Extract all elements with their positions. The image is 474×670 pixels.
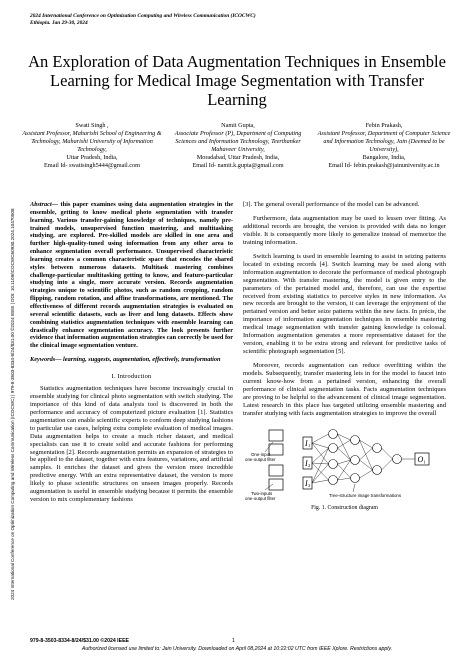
author-name: Swati Singh , bbox=[75, 122, 109, 129]
author-email: Email Id- febin.prakash@jainuniversity.ac.in bbox=[328, 162, 440, 169]
body-paragraph: Switch learning is used in ensemble learning to assist in seizing patterns located in existing records [4]. Switch learning may be used along with information augmentation to decorate the performance of medical photograph segmentation. With transfer mastering, the model is given entry to the parameters of the pertained model and, therefore, can use the expertise received from existing statistics to perceive styles in new information. As new records are brought to the version, it can leverage the enjoyment of the pertained version and better seize patterns within the new facts. In précis, the importance of information augmentation techniques in ensemble mastering medical image segmentation with transfer gaining knowledge is colossal. Information augmentation generates a more representative dataset for the version, enabling it to be extra strong and relevant for predictive tasks of scientific photograph segmentation [5]. bbox=[243, 252, 446, 356]
abstract-text: this paper examines using data augmentation strategies in the ensemble, getting to know medical photo segmentation with transfer learning. Various transfer-gaining knowledge of techniques, namely pre-trained models, unsupervised function mastering, and multitasking studying, are explored. Pre-skilled models are skilled in one area and further high-quality-tuned using information from any other area to enhance segmentation overall performance. Unsupervised characteristic learning creates a common characteristic space that encodes the shared styles between numerous datasets. Multitask mastering combines challenge-particular multitasking getting to know, and feature-particular studying into a single, more accurate version. Records augmentation strategies unique to scientific photos, such as random cropping, random flipping, random rotation, and affine transformations, are mentioned. The effectiveness of different records augmentation strategies is evaluated on several scientific datasets, such as liver and lung datasets. Effects show combining statistics augmentation techniques with ensemble learning can drastically enhance segmentation accuracy. The look presents further evidence that information augmentation strategies can correctly be used for the clinical image segmentation venture. bbox=[30, 201, 233, 350]
page-number: 1 bbox=[232, 638, 235, 644]
author-affiliation: Assistant Professor, Maharishi School of Engineering & Technology, Maharishi University of Information Technology, bbox=[22, 130, 162, 153]
author-name: Namit Gupta, bbox=[221, 122, 255, 129]
input-l2: I bbox=[305, 458, 308, 468]
input-l2-sub: 2 bbox=[308, 462, 311, 468]
label-two-inputs: Two-inputs bbox=[251, 490, 273, 496]
filter-box-4 bbox=[269, 479, 283, 490]
label-tree-structure: Tree-structure image transformations bbox=[329, 492, 402, 498]
label-one-input: One-input bbox=[251, 451, 271, 457]
author-3 bbox=[314, 122, 454, 170]
construction-diagram bbox=[243, 424, 446, 504]
figure-caption: Fig. 1. Construction diagram bbox=[311, 504, 378, 511]
author-email: Email Id- swatisingh5444@gmail.com bbox=[44, 162, 140, 169]
input-l1: I bbox=[305, 438, 308, 448]
conference-header bbox=[30, 13, 256, 27]
author-email: Email Id- namit.k.gupta@gmail.com bbox=[192, 162, 284, 169]
author-affiliation: Assistant Professor, Department of Computer Science and Information Technology, Jain (Deemed to be University), bbox=[317, 130, 451, 153]
right-column bbox=[243, 201, 446, 513]
author-location: Uttar Pradesh, India, bbox=[66, 154, 118, 161]
intro-paragraph: Statistics augmentation techniques have become increasingly crucial in ensemble studying for clinical photo segmentation with switch studying. The importance of this kind of data analysis tool is discovered in both the performance and accuracy of computerized picture evaluation [1]. Statistics augmentation can enable scientific experts to conform deep studying fashions to particular use cases, helping extra complete evaluation of medical images. Data augmentation helps to create a much richer dataset, and medical specialists can use it to create solid and accurate fashions for performing segmentation [2]. Records augmentation permits an expansion of strategies to be applied to the dataset, together with extra features, variations, and artificial samples. It enriches the dataset and gives the version more incredible predictive energy. With an extra representative dataset, the version is more likely to phase scientific structures on unseen images properly. Records augmentation is useful in ensemble studying because it permits the ensemble version to mix complementary fashions bbox=[30, 384, 233, 504]
body-paragraph: Furthermore, data augmentation may be used to lessen over fitting. As additional records are brought, the version is provided with data no longer visible. It is consequently more likely to generalize instead of memorize the training information. bbox=[243, 214, 446, 246]
paper-title: An Exploration of Data Augmentation Techniques in Ensemble Learning for Medical Image Segmentation with Transfer Learning bbox=[28, 52, 446, 109]
doi-side-strip bbox=[3, 110, 15, 610]
diagram-svg bbox=[243, 424, 446, 504]
output-o1: O bbox=[417, 454, 424, 464]
doi-text: 2024 International Conference on Optimization Computing and Wireless Communication (ICOCWC) | 979-8-3503-8334-8/24/$31.00 ©2024 IEEE | DOI: 10.1109/ICOCWC60930.2024.10470508 bbox=[10, 208, 15, 600]
section-heading: I. Introduction bbox=[111, 372, 152, 380]
network-edges bbox=[312, 434, 415, 483]
filter-box-2 bbox=[269, 444, 283, 455]
keywords: Keywords— learning, suggests, augmentation, effectively, transformation bbox=[30, 356, 221, 364]
license-notice: Authorized licensed use limited to: Jain University. Downloaded on April 08,2024 at 10:22:02 UTC from IEEE Xplore. Restrictions apply. bbox=[81, 646, 393, 652]
author-block bbox=[22, 122, 454, 170]
input-l1-sub: 1 bbox=[308, 442, 311, 448]
footer-isbn: 979-8-3503-8334-8/24/$31.00 ©2024 IEEE bbox=[30, 638, 130, 644]
author-location: Bangalore, India, bbox=[362, 154, 406, 161]
label-one-output-2: one-output filter bbox=[245, 495, 276, 501]
body-paragraph: Moreover, records augmentation can reduce overfitting within the models. Subsequently, transfer mastering lets in for the model to faucet into current know-how from a pertained version, enhancing the overall performance of clinical segmentation tasks. Facts augmentation techniques are proving to be helpful to the advancement of clinical image segmentation. Latest research in this place has targeted utilizing ensemble mastering and transfer studying with facts augmentation strategies to improve the overall bbox=[243, 362, 446, 417]
conference-location: Ethiopia. Jan 29-30, 2024 bbox=[30, 20, 88, 26]
label-one-output: one-output filter bbox=[245, 456, 276, 462]
abstract bbox=[30, 201, 233, 350]
conference-name: 2024 International Conference on Optimization Computing and Wireless Communication (ICOCWC) bbox=[30, 13, 256, 19]
abstract-label: Abstract— bbox=[30, 201, 58, 208]
input-l3: I bbox=[305, 478, 308, 488]
input-l3-sub: 3 bbox=[308, 482, 311, 488]
filter-box-3 bbox=[269, 465, 283, 476]
left-column bbox=[30, 201, 233, 504]
author-location: Moradabad, Uttar Pradesh, India, bbox=[196, 154, 280, 161]
author-name: Febin Prakash, bbox=[365, 122, 403, 129]
author-2 bbox=[168, 122, 308, 170]
author-affiliation: Associate Professor (P), Department of Computing Sciences and Information Technology, Teerthanker Mahaveer University, bbox=[174, 130, 302, 153]
filter-box-1 bbox=[269, 430, 283, 441]
output-o1-sub: 1 bbox=[423, 459, 426, 465]
body-paragraph: [3]. The general overall performance of the model can be advanced. bbox=[243, 201, 420, 208]
author-1 bbox=[22, 122, 162, 170]
